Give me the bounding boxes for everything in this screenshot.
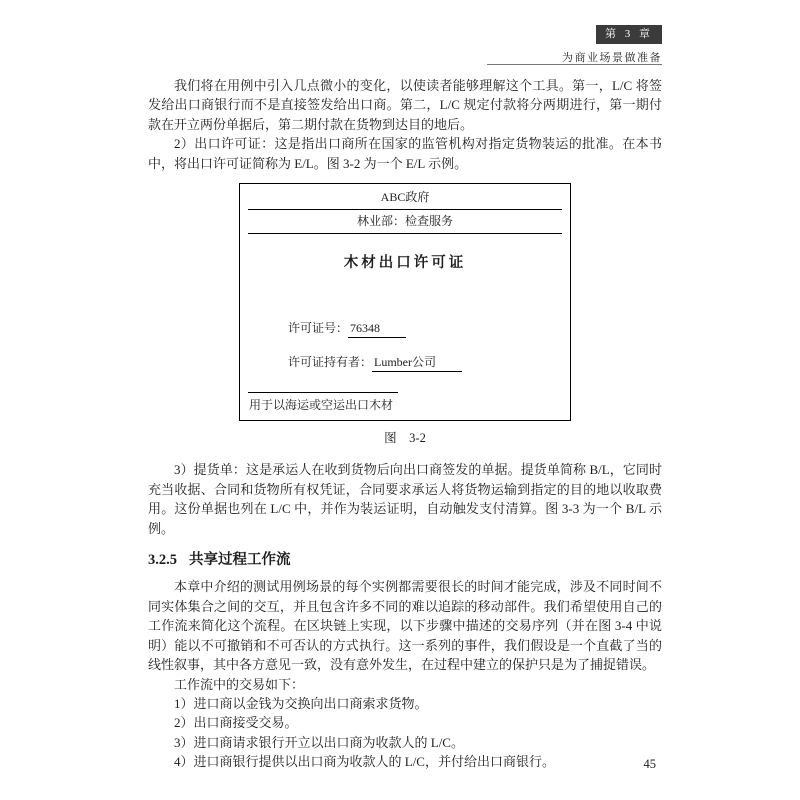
export-permit-box [239, 183, 571, 421]
running-header [562, 24, 662, 65]
workflow-list [148, 694, 662, 772]
workflow-item-3: 3）进口商请求银行开立以出口商为收款人的 L/C。 [174, 734, 464, 750]
workflow-intro: 工作流中的交易如下： [174, 676, 305, 692]
section-number: 3.2.5 [148, 552, 177, 569]
holder-label: 许可证持有者： [288, 355, 373, 370]
certificate-purpose: 用于以海运或空运出口木材 [249, 398, 394, 413]
chapter-title: 为商业场景做准备 [562, 52, 662, 64]
paragraph-intro: 我们将在用例中引入几点微小的变化，以使读者能够理解这个工具。第一，L/C 将签发给出口商银行而不是直接签发给出口商。第二，L/C 规定付款将分两期进行，第一期付款在开立两份单据后，第二期付款在货物到达目的地后。 [148, 78, 662, 132]
header-rule [487, 64, 662, 65]
figure-3-2 [148, 183, 662, 448]
workflow-item-1: 1）进口商以金钱为交换向出口商索求货物。 [174, 695, 428, 711]
holder-value: Lumber公司 [372, 355, 462, 372]
certificate-government: ABC政府 [380, 190, 430, 205]
paragraph-section-body: 本章中介绍的测试用例场景的每个实例都需要很长的时间才能完成，涉及不同时间不同实体集合之间的交互，并且包含许多不同的难以追踪的移动部件。我们希望使用自己的工作流来简化这个流程。在区块链上实现，以下步骤中描述的交易序列（并在图 3-4 中说明）能以不可撤销和不可否认的方式执行。这一系列的事件，我们假设是一个直截了当的线性叙事，其中各方意见一致，没有意外发生，在过程中建立的保护只是为了捕捉错误。 [148, 579, 662, 673]
figure-caption: 图 3-2 [384, 431, 426, 446]
paragraph-bill-of-lading: 3）提货单：这是承运人在收到货物后向出口商签发的单据。提货单简称 B/L，它同时充当收据、合同和货物所有权凭证，合同要求承运人将货物运输到指定的目的地以收取费用。这份单据也列在 L/C 中，并作为装运证明，自动触发支付清算。图 3-3 为一个 B/L 示例。 [148, 462, 662, 536]
certificate-purpose-line [248, 392, 398, 393]
section-heading [148, 551, 662, 570]
paragraph-export-license: 2）出口许可证：这是指出口商所在国家的监管机构对指定货物装运的批准。在本书中，将出口许可证简称为 E/L。图 3-2 为一个 E/L 示例。 [148, 136, 662, 171]
certificate-holder [288, 355, 570, 372]
section-title: 共享过程工作流 [189, 552, 291, 569]
workflow-item-4: 4）进口商银行提供以出口商为收款人的 L/C，并付给出口商银行。 [174, 754, 555, 770]
license-number-label: 许可证号： [288, 321, 349, 336]
certificate-department: 林业部：检查服务 [356, 214, 453, 229]
certificate-rule-top [248, 209, 562, 210]
certificate-rule-bottom [248, 233, 562, 234]
certificate-license-number [288, 321, 570, 338]
page-number: 45 [643, 757, 656, 771]
chapter-badge: 第 3 章 [596, 25, 662, 44]
certificate-title: 木材出口许可证 [343, 255, 467, 272]
workflow-item-2: 2）出口商接受交易。 [174, 715, 298, 731]
page-content [148, 76, 662, 772]
license-number-value: 76348 [348, 321, 406, 338]
